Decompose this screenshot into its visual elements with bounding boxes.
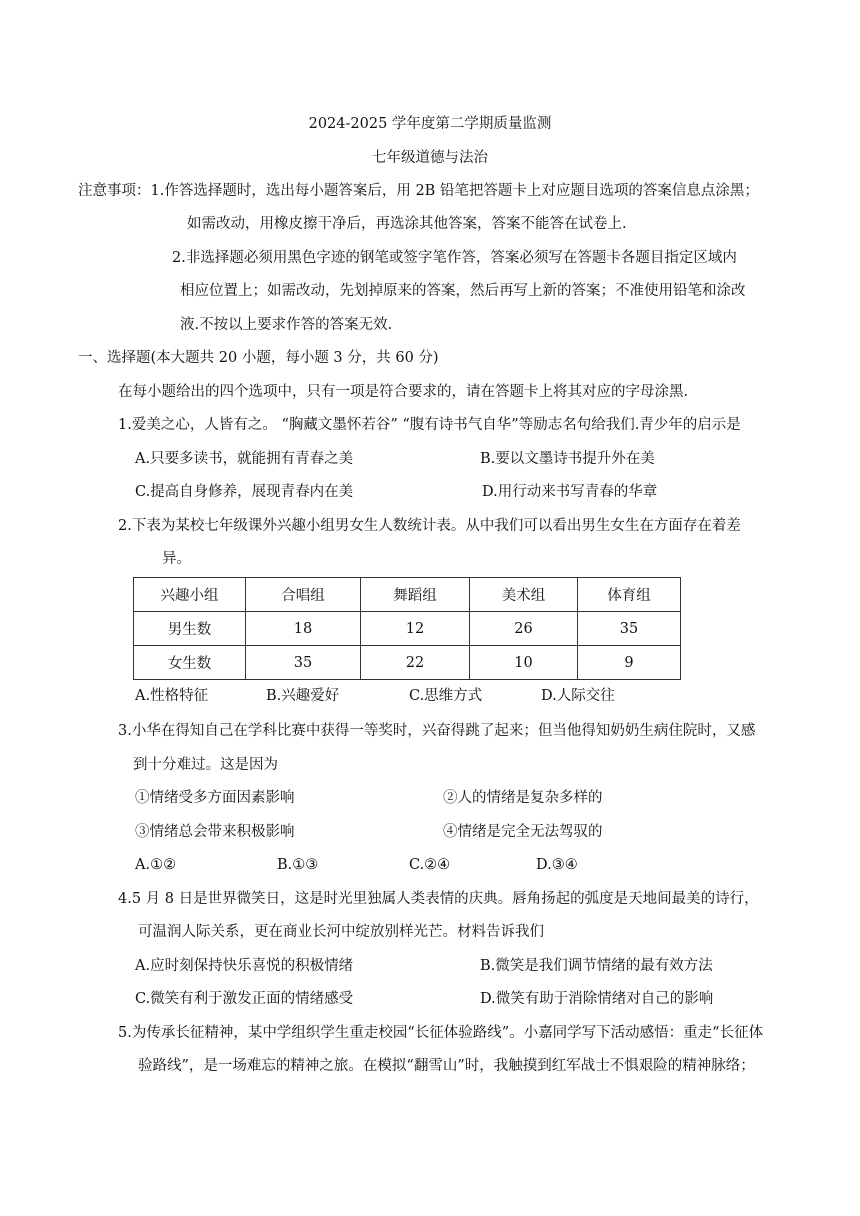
note-2-line-2: 相应位置上；如需改动，先划掉原来的答案，然后再写上新的答案；不准使用铅笔和涂改 xyxy=(180,283,746,299)
table-header-row xyxy=(134,578,681,612)
section-title: 一、选择题(本大题共 20 小题，每小题 3 分，共 60 分) xyxy=(78,350,439,366)
q3-option-b: B.①③ xyxy=(277,857,319,873)
table-cell: 26 xyxy=(470,612,578,646)
note-2-line-3: 液.不按以上要求作答的答案无效. xyxy=(180,317,393,333)
q4-option-d: D.微笑有助于消除情绪对自己的影响 xyxy=(480,991,714,1007)
table-cell: 男生数 xyxy=(134,612,246,646)
table-cell: 女生数 xyxy=(134,646,246,680)
q1-option-d: D.用行动来书写青春的华章 xyxy=(482,484,658,500)
q3-statement-2: ②人的情绪是复杂多样的 xyxy=(443,790,603,806)
q4-option-a: A.应时刻保持快乐喜悦的积极情绪 xyxy=(135,958,354,974)
note-1-line-1: 注意事项：1.作答选择题时，选出每小题答案后，用 2B 铅笔把答题卡上对应题目选项的答案信息点涂黑； xyxy=(78,183,759,199)
table-cell: 18 xyxy=(246,612,361,646)
table-row-male xyxy=(134,612,681,646)
table-cell: 12 xyxy=(361,612,470,646)
q4-option-b: B.微笑是我们调节情绪的最有效方法 xyxy=(480,958,713,974)
q3-statement-4: ④情绪是完全无法驾驭的 xyxy=(443,824,603,840)
q3-stem-line-1: 3.小华在得知自己在学科比赛中获得一等奖时，兴奋得跳了起来；但当他得知奶奶生病住院时，又感 xyxy=(118,723,756,739)
q1-option-a: A.只要多读书，就能拥有青春之美 xyxy=(135,451,354,467)
exam-subject: 七年级道德与法治 xyxy=(372,150,488,166)
q2-option-b: B.兴趣爱好 xyxy=(266,688,340,704)
interest-group-table xyxy=(133,577,681,680)
exam-title: 2024-2025 学年度第二学期质量监测 xyxy=(308,116,552,132)
q3-option-c: C.②④ xyxy=(409,857,451,873)
q2-option-c: C.思维方式 xyxy=(409,688,483,704)
q5-stem-line-1: 5.为传承长征精神，某中学组织学生重走校园“长征体验路线”。小嘉同学写下活动感悟：重走“长征体 xyxy=(118,1025,764,1041)
table-cell: 舞蹈组 xyxy=(361,578,470,612)
q1-option-b: B.要以文墨诗书提升外在美 xyxy=(480,451,655,467)
table-cell: 合唱组 xyxy=(246,578,361,612)
q4-stem-line-1: 4.5 月 8 日是世界微笑日，这是时光里独属人类表情的庆典。唇角扬起的弧度是天地间最美的诗行， xyxy=(118,891,759,907)
table-cell: 35 xyxy=(246,646,361,680)
q3-statement-3: ③情绪总会带来积极影响 xyxy=(135,824,295,840)
table-cell: 体育组 xyxy=(578,578,681,612)
q5-stem-line-2: 验路线”，是一场难忘的精神之旅。在模拟“翻雪山”时，我触摸到红军战士不惧艰险的精神脉络； xyxy=(138,1058,755,1074)
q2-option-a: A.性格特征 xyxy=(135,688,209,704)
table-cell: 兴趣小组 xyxy=(134,578,246,612)
table-row-female xyxy=(134,646,681,680)
note-1-line-2: 如需改动，用橡皮擦干净后，再选涂其他答案，答案不能答在试卷上. xyxy=(187,216,627,232)
table-cell: 美术组 xyxy=(470,578,578,612)
table-cell: 35 xyxy=(578,612,681,646)
q4-stem-line-2: 可温润人际关系，更在商业长河中绽放别样光芒。材料告诉我们 xyxy=(138,924,544,940)
note-2-line-1: 2.非选择题必须用黑色字迹的钢笔或签字笔作答，答案必须写在答题卡各题目指定区域内 xyxy=(172,250,737,266)
q3-option-d: D.③④ xyxy=(536,857,578,873)
q2-stem-line-1: 2.下表为某校七年级课外兴趣小组男女生人数统计表。从中我们可以看出男生女生在方面存在着差 xyxy=(118,518,741,534)
q2-option-d: D.人际交往 xyxy=(541,688,615,704)
q4-option-c: C.微笑有利于激发正面的情绪感受 xyxy=(135,991,354,1007)
q3-statement-1: ①情绪受多方面因素影响 xyxy=(135,790,295,806)
table-cell: 22 xyxy=(361,646,470,680)
q3-option-a: A.①② xyxy=(135,857,177,873)
table-cell: 10 xyxy=(470,646,578,680)
section-instruction: 在每小题给出的四个选项中，只有一项是符合要求的，请在答题卡上将其对应的字母涂黑. xyxy=(118,384,689,400)
q1-option-c: C.提高自身修养，展现青春内在美 xyxy=(135,484,354,500)
q1-stem: 1.爱美之心，人皆有之。 “胸藏文墨怀若谷” “腹有诗书气自华”等励志名句给我们.青少年的启示是 xyxy=(118,417,741,433)
q2-stem-line-2: 异。 xyxy=(162,551,191,567)
table-cell: 9 xyxy=(578,646,681,680)
q3-stem-line-2: 到十分难过。这是因为 xyxy=(133,757,278,773)
